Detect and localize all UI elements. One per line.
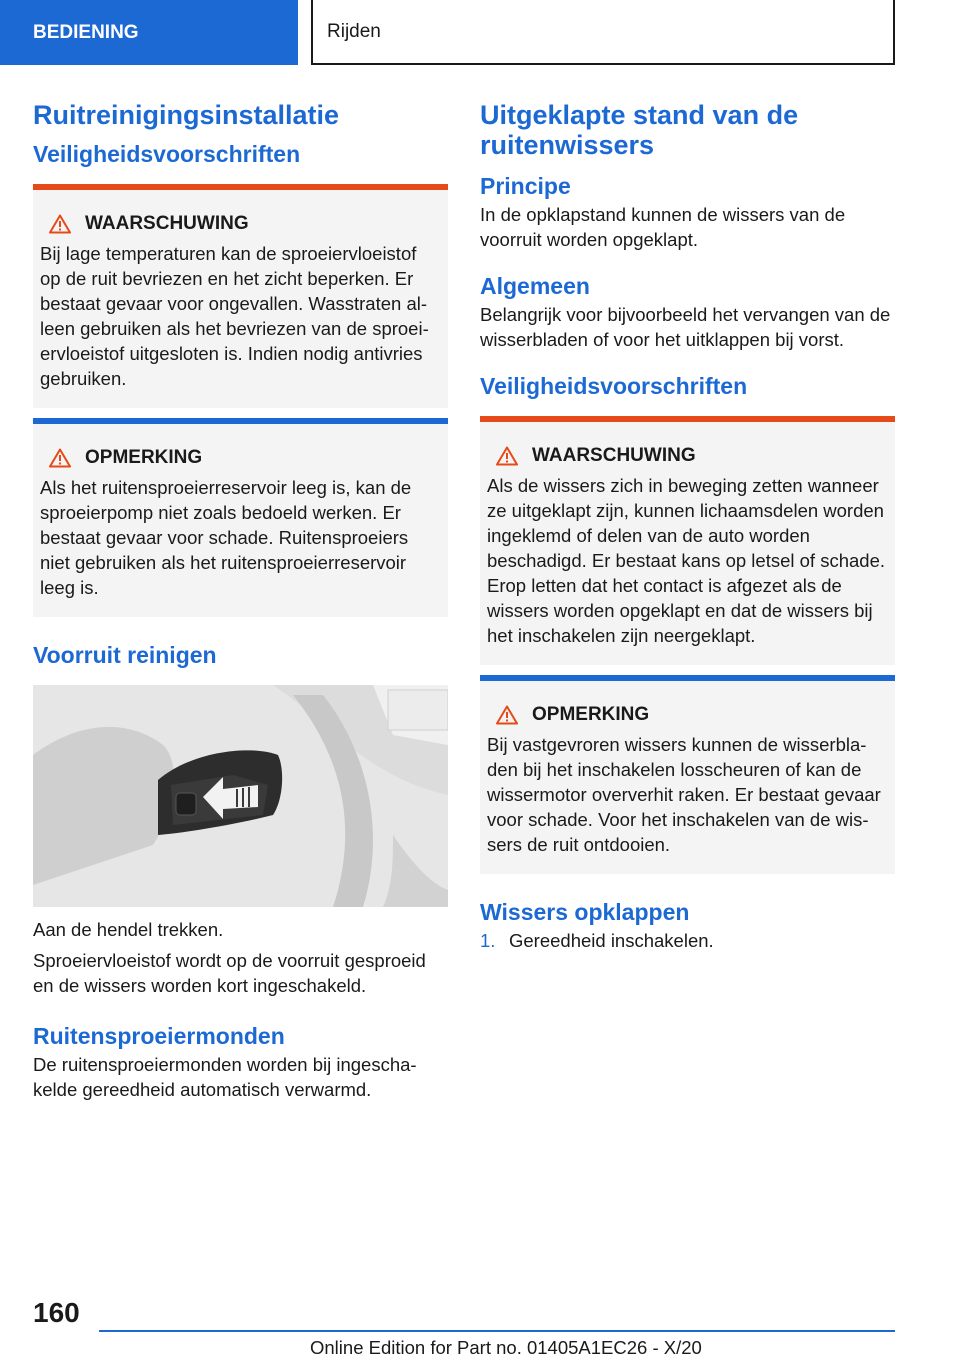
section-tab [0, 0, 298, 65]
right-title: Uitgeklapte stand van de ruitenwissers [480, 100, 799, 161]
note-header [487, 704, 887, 726]
step-number: 1. [480, 930, 496, 952]
warning-triangle-icon [496, 705, 518, 725]
general-heading: Algemeen [480, 273, 590, 300]
warning-text: Als de wissers zich in beweging zetten wanneer ze uitgeklapt zijn, kunnen lichaamsdelen worden ingeklemd of delen van de auto worden beschadigd. Er bestaat kans op letsel of schade. Erop letten dat het contact is afgezet als de wissers worden opgeklapt en dat de wissers bij het inschakelen zijn neergeklapt. [487, 475, 886, 647]
left-column [33, 100, 448, 1102]
fold-heading: Wissers opklappen [480, 899, 690, 926]
photo-caption-2: Sproeiervloeistof wordt op de voorruit gesproeid en de wissers worden kort ingeschakeld. [33, 950, 426, 997]
step-text: Gereedheid inschakelen. [509, 930, 714, 952]
note-text: Bij vastgevroren wissers kunnen de wisserbladen bij het inschakelen losscheuren of kan de wissermotor oververhit raken. Er bestaat gevaar voor schade. Voor het inschakelen van de wissers de ruit ontdooien. [487, 734, 881, 856]
edition-text: Online Edition for Part no. 01405A1EC26 - X/20 [310, 1337, 702, 1358]
principle-text: In de opklapstand kunnen de wissers van de voorruit worden opgeklapt. [480, 204, 846, 251]
nozzles-text: De ruitensproeiermonden worden bij ingeschakelde gereedheid automatisch verwarmd. [33, 1053, 417, 1100]
note-text: Als het ruitensproeierreservoir leeg is, kan de sproeierpomp niet zoals bedoeld werken. Er bestaat gevaar voor schade. Ruitensproeiers niet gebruiken als het ruitensproeierreservoir leeg is. [40, 477, 412, 599]
safety-heading-right: Veiligheidsvoorschriften [480, 373, 748, 400]
note-box-left [33, 418, 448, 617]
note-header [40, 447, 440, 469]
page-number: 160 [33, 1297, 80, 1328]
photo-caption-1: Aan de hendel trekken. [33, 919, 224, 941]
wiper-lever-photo [33, 685, 448, 907]
warning-box-left [33, 184, 448, 408]
nozzles-heading: Ruitensproeiermonden [33, 1023, 285, 1050]
warning-label: WAARSCHUWING [85, 213, 249, 235]
warning-text: Bij lage temperaturen kan de sproeiervloeistof op de ruit bevriezen en het zicht beperken. Er bestaat gevaar voor ongevallen. Wasstraten alleen gebruiken als het bevriezen van de sproeiervloeistof uitgesloten is. Indien nodig antivries gebruiken. [40, 243, 429, 390]
note-label: OPMERKING [85, 447, 203, 469]
principle-heading: Principe [480, 173, 571, 200]
warning-triangle-icon [49, 214, 71, 234]
footer-divider [99, 1330, 895, 1332]
safety-heading-left: Veiligheidsvoorschriften [33, 141, 301, 168]
page-title: Ruitreinigingsinstallatie [33, 100, 340, 130]
note-box-right [480, 675, 895, 874]
windshield-heading: Voorruit reinigen [33, 642, 217, 669]
warning-box-right [480, 416, 895, 665]
warning-header [40, 213, 440, 235]
warning-triangle-icon [496, 446, 518, 466]
general-text: Belangrijk voor bijvoorbeeld het vervangen van de wisserbladen of voor het uitklappen bij vorst. [480, 304, 891, 351]
chapter-title: Rijden [327, 20, 381, 42]
steps-list [480, 928, 895, 953]
chapter-tab [311, 0, 895, 65]
warning-header [487, 445, 887, 467]
list-item [480, 928, 895, 953]
right-column [480, 100, 895, 953]
section-title: BEDIENING [33, 21, 139, 43]
warning-label: WAARSCHUWING [532, 445, 696, 467]
note-label: OPMERKING [532, 704, 650, 726]
warning-triangle-icon [49, 448, 71, 468]
